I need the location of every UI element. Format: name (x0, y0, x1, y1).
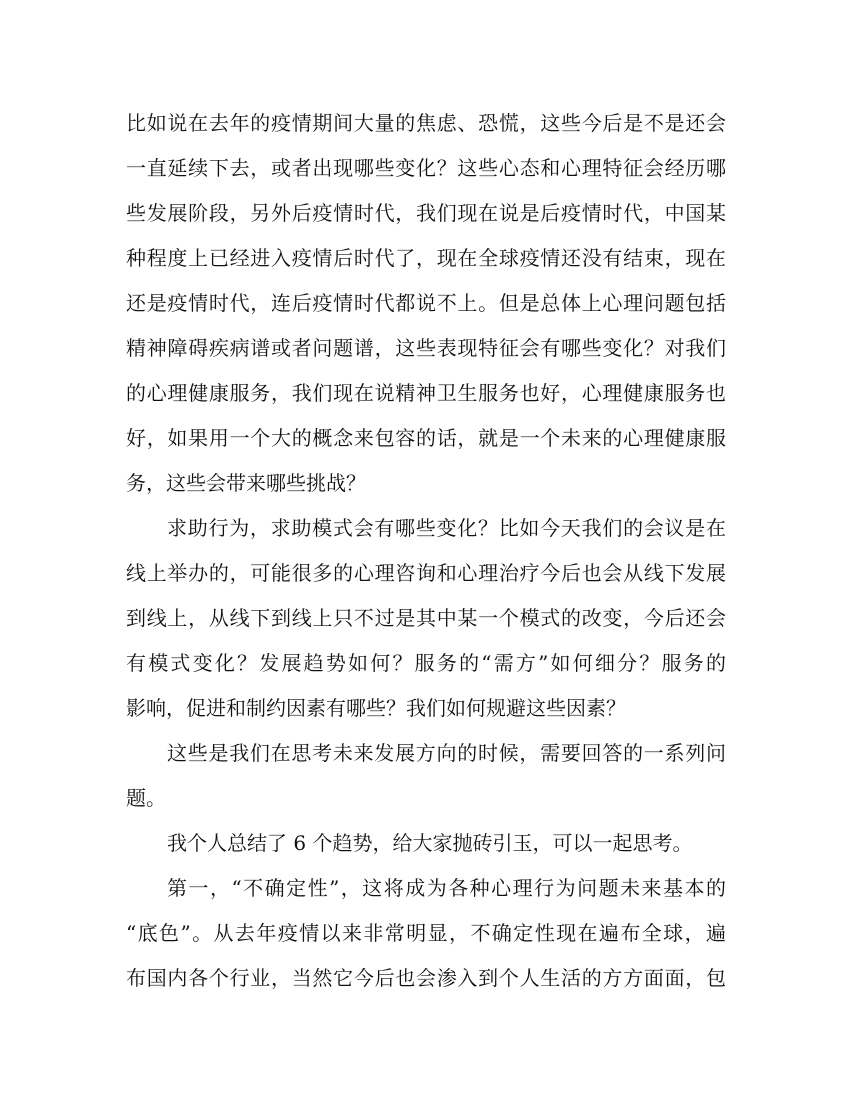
paragraph-line: 种程度上已经进入疫情后时代了，现在全球疫情还没有结束，现在 (126, 246, 726, 270)
paragraph-line: 还是疫情时代，连后疫情时代都说不上。但是总体上心理问题包括 (126, 291, 726, 315)
paragraph-line: 第一，“不确定性”，这将成为各种心理行为问题未来基本的 (167, 876, 726, 900)
paragraph-line: “底色”。从去年疫情以来非常明显，不确定性现在遍布全球，遍 (126, 921, 726, 945)
paragraph-line: 务，这些会带来哪些挑战？ (126, 471, 366, 495)
paragraph-line: 些发展阶段，另外后疫情时代，我们现在说是后疫情时代，中国某 (126, 201, 726, 225)
paragraph-line: 精神障碍疾病谱或者问题谱，这些表现特征会有哪些变化？对我们 (126, 336, 726, 360)
paragraph-line: 的心理健康服务，我们现在说精神卫生服务也好，心理健康服务也 (126, 381, 726, 405)
paragraph-line: 到线上，从线下到线上只不过是其中某一个模式的改变，今后还会 (126, 606, 726, 630)
paragraph-line: 题。 (126, 786, 166, 810)
paragraph-line: 比如说在去年的疫情期间大量的焦虑、恐慌，这些今后是不是还会 (126, 111, 726, 135)
paragraph-line: 这些是我们在思考未来发展方向的时候，需要回答的一系列问 (167, 741, 726, 765)
paragraph-line: 一直延续下去，或者出现哪些变化？这些心态和心理特征会经历哪 (126, 156, 726, 180)
paragraph-line: 我个人总结了 6 个趋势，给大家抛砖引玉，可以一起思考。 (167, 831, 693, 855)
paragraph-line: 好，如果用一个大的概念来包容的话，就是一个未来的心理健康服 (126, 426, 726, 450)
paragraph-line: 布国内各个行业，当然它今后也会渗入到个人生活的方方面面，包 (126, 966, 726, 990)
paragraph-line: 线上举办的，可能很多的心理咨询和心理治疗今后也会从线下发展 (126, 561, 726, 585)
paragraph-line: 有模式变化？发展趋势如何？服务的“需方”如何细分？服务的 (126, 651, 726, 675)
paragraph-line: 影响，促进和制约因素有哪些？我们如何规避这些因素？ (126, 696, 626, 720)
paragraph-line: 求助行为，求助模式会有哪些变化？比如今天我们的会议是在 (167, 516, 726, 540)
